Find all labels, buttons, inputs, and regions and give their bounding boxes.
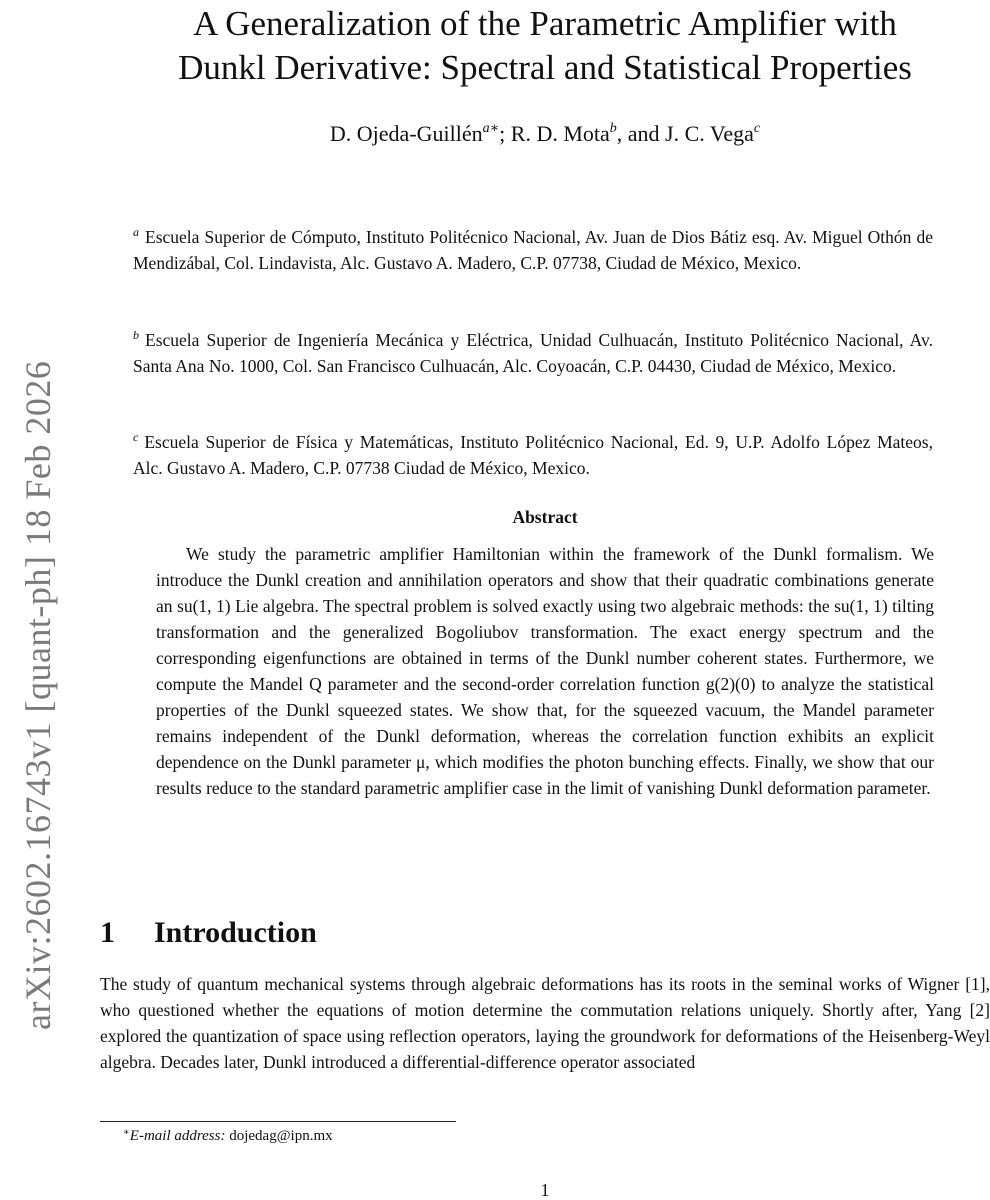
affiliation-text: Escuela Superior de Cómputo, Instituto Politécnico Nacional, Av. Juan de Dios Bátiz esq. Av. Miguel Othón de Mendizábal, Col. Lindavista, Alc. Gustavo A. Madero, C.P. 07738, Ciudad de México, Mexico. bbox=[133, 226, 933, 273]
author-separator: ; bbox=[499, 121, 511, 146]
introduction-text: The study of quantum mechanical systems through algebraic deformations has its roots in the seminal works of Wigner [1], who questioned whether the equations of motion determine the commutation relations uniquely. Shortly after, Yang [2] explored the quantization of space using reflection operators, laying the groundwork for deformations of the Heisenberg-Weyl algebra. Decades later, Dunkl introduced a differential-difference operator associated bbox=[100, 974, 990, 1072]
affiliation-c bbox=[133, 429, 933, 481]
footnote-email[interactable]: dojedag@ipn.mx bbox=[229, 1128, 333, 1144]
footnote-label: E-mail address: bbox=[129, 1128, 226, 1144]
author-affiliation-mark: c bbox=[753, 121, 761, 136]
author-list bbox=[100, 120, 990, 148]
affiliation-text: Escuela Superior de Física y Matemáticas, Instituto Politécnico Nacional, Ed. 9, U.P. Adolfo López Mateos, Alc. Gustavo A. Madero, C.P. 07738 Ciudad de México, Mexico. bbox=[133, 431, 933, 478]
affiliation-mark: b bbox=[133, 327, 139, 342]
paper-title bbox=[100, 2, 990, 90]
author-separator: , and bbox=[616, 121, 666, 146]
author-affiliation-mark: a∗ bbox=[482, 121, 500, 136]
affiliation-mark: a bbox=[133, 224, 139, 239]
author-affiliation-mark: b bbox=[609, 121, 617, 136]
author-name: J. C. Vega bbox=[665, 121, 754, 146]
author-name: D. Ojeda-Guillén bbox=[329, 121, 483, 146]
section-number: 1 bbox=[100, 916, 115, 949]
title-line-2: Dunkl Derivative: Spectral and Statistical Properties bbox=[178, 48, 912, 87]
abstract-heading: Abstract bbox=[512, 507, 578, 527]
affiliation-a bbox=[133, 224, 933, 276]
arxiv-identifier[interactable]: arXiv:2602.16743v1 [quant-ph] 18 Feb 2026 bbox=[18, 360, 58, 1030]
abstract-text: We study the parametric amplifier Hamiltonian within the framework of the Dunkl formalism. We introduce the Dunkl creation and annihilation operators and show that their quadratic combinations generate an su(1, 1) Lie algebra. The spectral problem is solved exactly using two algebraic methods: the su(1, 1) tilting transformation and the generalized Bogoliubov transformation. The exact energy spectrum and the corresponding eigenfunctions are obtained in terms of the Dunkl number coherent states. Furthermore, we compute the Mandel Q parameter and the second-order correlation function g(2)(0) to analyze the statistical properties of the Dunkl squeezed states. We show that, for the squeezed vacuum, the Mandel parameter remains independent of the Dunkl deformation, whereas the correlation function exhibits an explicit dependence on the Dunkl parameter μ, which modifies the photon bunching effects. Finally, we show that our results reduce to the standard parametric amplifier case in the limit of vanishing Dunkl deformation parameter. bbox=[156, 544, 934, 798]
affiliation-mark: c bbox=[133, 429, 139, 444]
section-title: Introduction bbox=[154, 916, 317, 949]
affiliation-text: Escuela Superior de Ingeniería Mecánica y Eléctrica, Unidad Culhuacán, Instituto Politécnico Nacional, Av. Santa Ana No. 1000, Col. San Francisco Culhuacán, Alc. Coyoacán, C.P. 04430, Ciudad de México, Mexico. bbox=[133, 329, 933, 376]
section-heading bbox=[100, 913, 317, 953]
affiliation-b bbox=[133, 327, 933, 379]
footnote-mark: ∗ bbox=[123, 1127, 130, 1138]
author-name: R. D. Mota bbox=[510, 121, 610, 146]
footnote bbox=[123, 1125, 333, 1147]
title-line-1: A Generalization of the Parametric Amplifier with bbox=[193, 4, 897, 43]
page-number: 1 bbox=[540, 1180, 550, 1200]
footnote-divider bbox=[100, 1121, 456, 1122]
